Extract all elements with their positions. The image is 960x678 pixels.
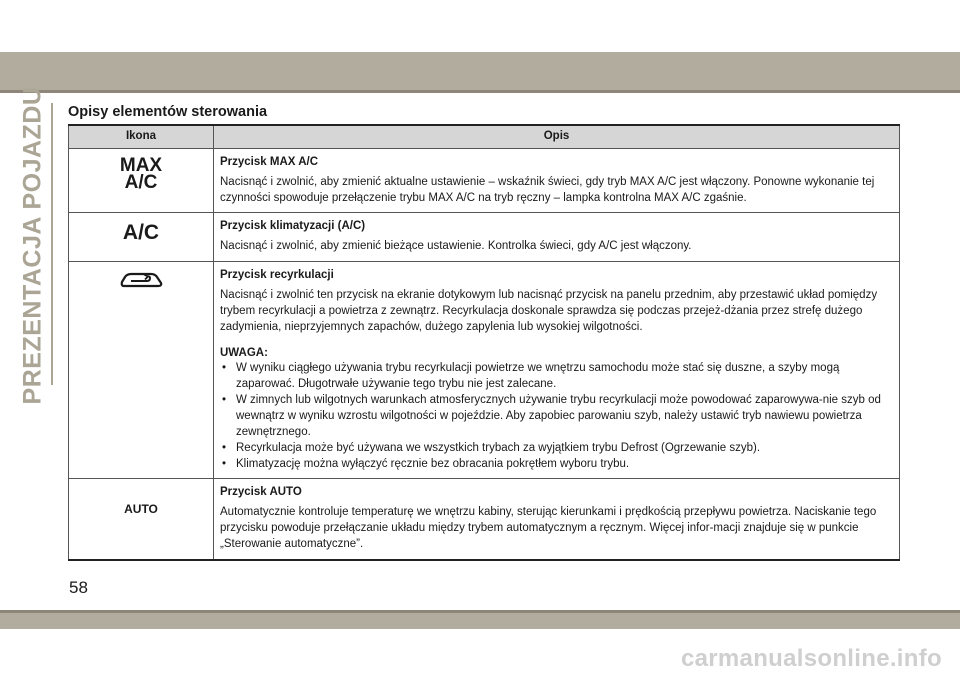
max-ac-icon-glyph [119, 154, 163, 193]
max-ac-icon-line2: A/C [124, 171, 158, 193]
page-heading: Opisy elementów sterowania [68, 104, 268, 120]
watermark-text: carmanualsonline.info [680, 645, 942, 672]
top-decorative-band [0, 52, 960, 90]
ac-icon [69, 213, 214, 262]
ac-icon-label: A/C [122, 221, 160, 245]
header-description-column: Opis [214, 125, 900, 148]
max-ac-icon [69, 148, 214, 213]
bottom-decorative-band [0, 613, 960, 629]
watermark [0, 640, 960, 678]
side-section-label [16, 86, 50, 404]
recirculation-description [214, 262, 900, 479]
row-title: Przycisk AUTO [220, 486, 302, 499]
max-ac-description [214, 148, 900, 213]
table-row [69, 148, 900, 213]
notes-list [220, 361, 893, 472]
row-text: Nacisnąć i zwolnić ten przycisk na ekranie dotykowym lub nacisnąć przycisk na panelu przednim, aby przestawić układ pomiędzy trybem recyrkulacji a powietrza z zewnątrz. Recyrkulacja doskonale sprawdza się podczas przejeż-dżania przez strefę dużego zadymienia, nieprzyjemnych zapachów, dużego zapylenia lub wysokiej wilgotności. [220, 289, 878, 333]
auto-icon [69, 479, 214, 560]
auto-description [214, 479, 900, 560]
table-row [69, 262, 900, 479]
note-item: • Recyrkulacja może być używana we wszystkich trybach za wyjątkiem trybu Defrost (Ogrzewanie szyb). [236, 441, 893, 457]
ac-description [214, 213, 900, 262]
row-text: Automatycznie kontroluje temperaturę we wnętrzu kabiny, sterując kierunkami i prędkością przepływu powietrza. Naciskanie tego przycisku powoduje przełączanie układu między trybem automatycznym a ręcznym. Więcej infor-macji znajduje się w punkcie „Sterowanie automatyczne”. [220, 506, 877, 551]
max-ac-icon-line1: MAX [119, 154, 163, 176]
note-item: • W zimnych lub wilgotnych warunkach atmosferycznych używanie trybu recyrkulacji może powodować zaparowywa-nie szyb od wewnątrz w wyniku wzrostu wilgotności w pojeździe. Aby zapobiec parowaniu szyb, należy ustawić tryb nawiewu powietrza zewnętrznego. [236, 393, 893, 441]
note-title: UWAGA: [220, 346, 268, 359]
top-band-rule [0, 90, 960, 93]
note-item: • W wyniku ciągłego używania trybu recyrkulacji powietrze we wnętrzu samochodu może stać się duszne, a szyby mogą zaparować. Długotrwałe używanie tego trybu nie jest zalecane. [236, 361, 893, 393]
table-row [69, 213, 900, 262]
controls-table [68, 124, 900, 561]
row-text: Nacisnąć i zwolnić, aby zmienić bieżące ustawienie. Kontrolka świeci, gdy A/C jest włączony. [220, 240, 692, 253]
side-vertical-rule [51, 103, 53, 385]
row-title: Przycisk klimatyzacji (A/C) [220, 220, 366, 233]
side-section-title: PREZENTACJA POJAZDU [18, 86, 47, 404]
header-icon-column: Ikona [69, 125, 214, 148]
recirculation-icon [117, 268, 165, 292]
auto-icon-label: AUTO [124, 502, 158, 517]
row-text: Nacisnąć i zwolnić, aby zmienić aktualne ustawienie – wskaźnik świeci, gdy tryb MAX A/C jest włączony. Ponowne wykonanie tej czynności spowoduje przełączenie trybu MAX A/C na tryb ręczny – lampka kontrolna MAX A/C zgaśnie. [220, 175, 875, 204]
row-title: Przycisk MAX A/C [220, 155, 318, 168]
row-title: Przycisk recyrkulacji [220, 269, 334, 282]
page-number: 58 [69, 578, 88, 597]
recirculation-icon-cell [69, 262, 214, 479]
note-item: • Klimatyzację można wyłączyć ręcznie bez obracania pokrętłem wyboru trybu. [236, 457, 893, 473]
table-header-row [69, 125, 900, 148]
table-row [69, 479, 900, 560]
